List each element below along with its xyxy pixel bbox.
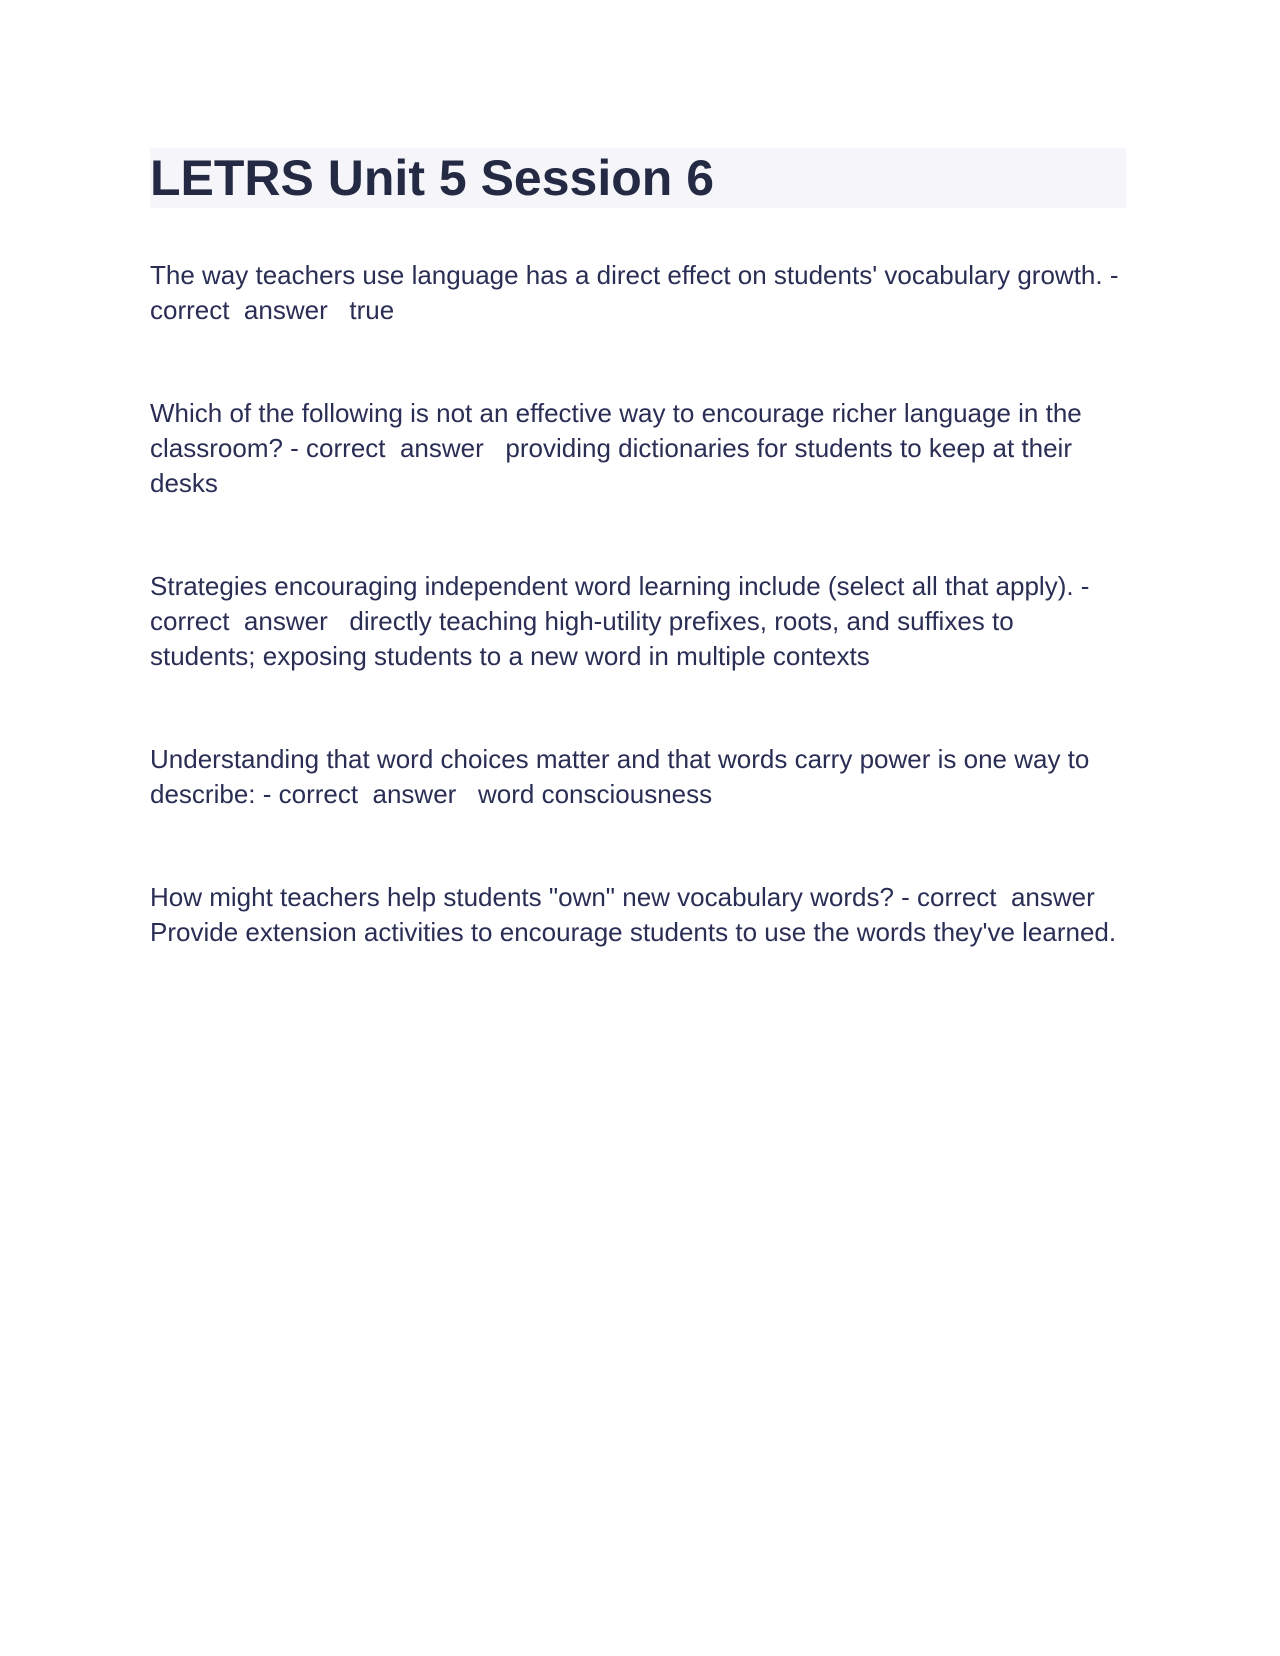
qa-item: How might teachers help students "own" new vocabulary words? - correct answer Provide extension activities to encourage students to use the words they've learned.: [150, 882, 1117, 947]
document-page: [150, 148, 1126, 1018]
qa-item: The way teachers use language has a direct effect on students' vocabulary growth. - correct answer true: [150, 260, 1126, 325]
page-title: LETRS Unit 5 Session 6: [150, 150, 715, 206]
title-bar: [150, 148, 1126, 208]
qa-list: [150, 258, 1126, 950]
qa-item: Which of the following is not an effective way to encourage richer language in the classroom? - correct answer providing dictionaries for students to keep at their desks: [150, 398, 1089, 498]
qa-item: Understanding that word choices matter and that words carry power is one way to describe: - correct answer word consciousness: [150, 744, 1097, 809]
qa-item: Strategies encouraging independent word learning include (select all that apply). - correct answer directly teaching high-utility prefixes, roots, and suffixes to students; exposing students to a new word in multiple contexts: [150, 571, 1097, 671]
